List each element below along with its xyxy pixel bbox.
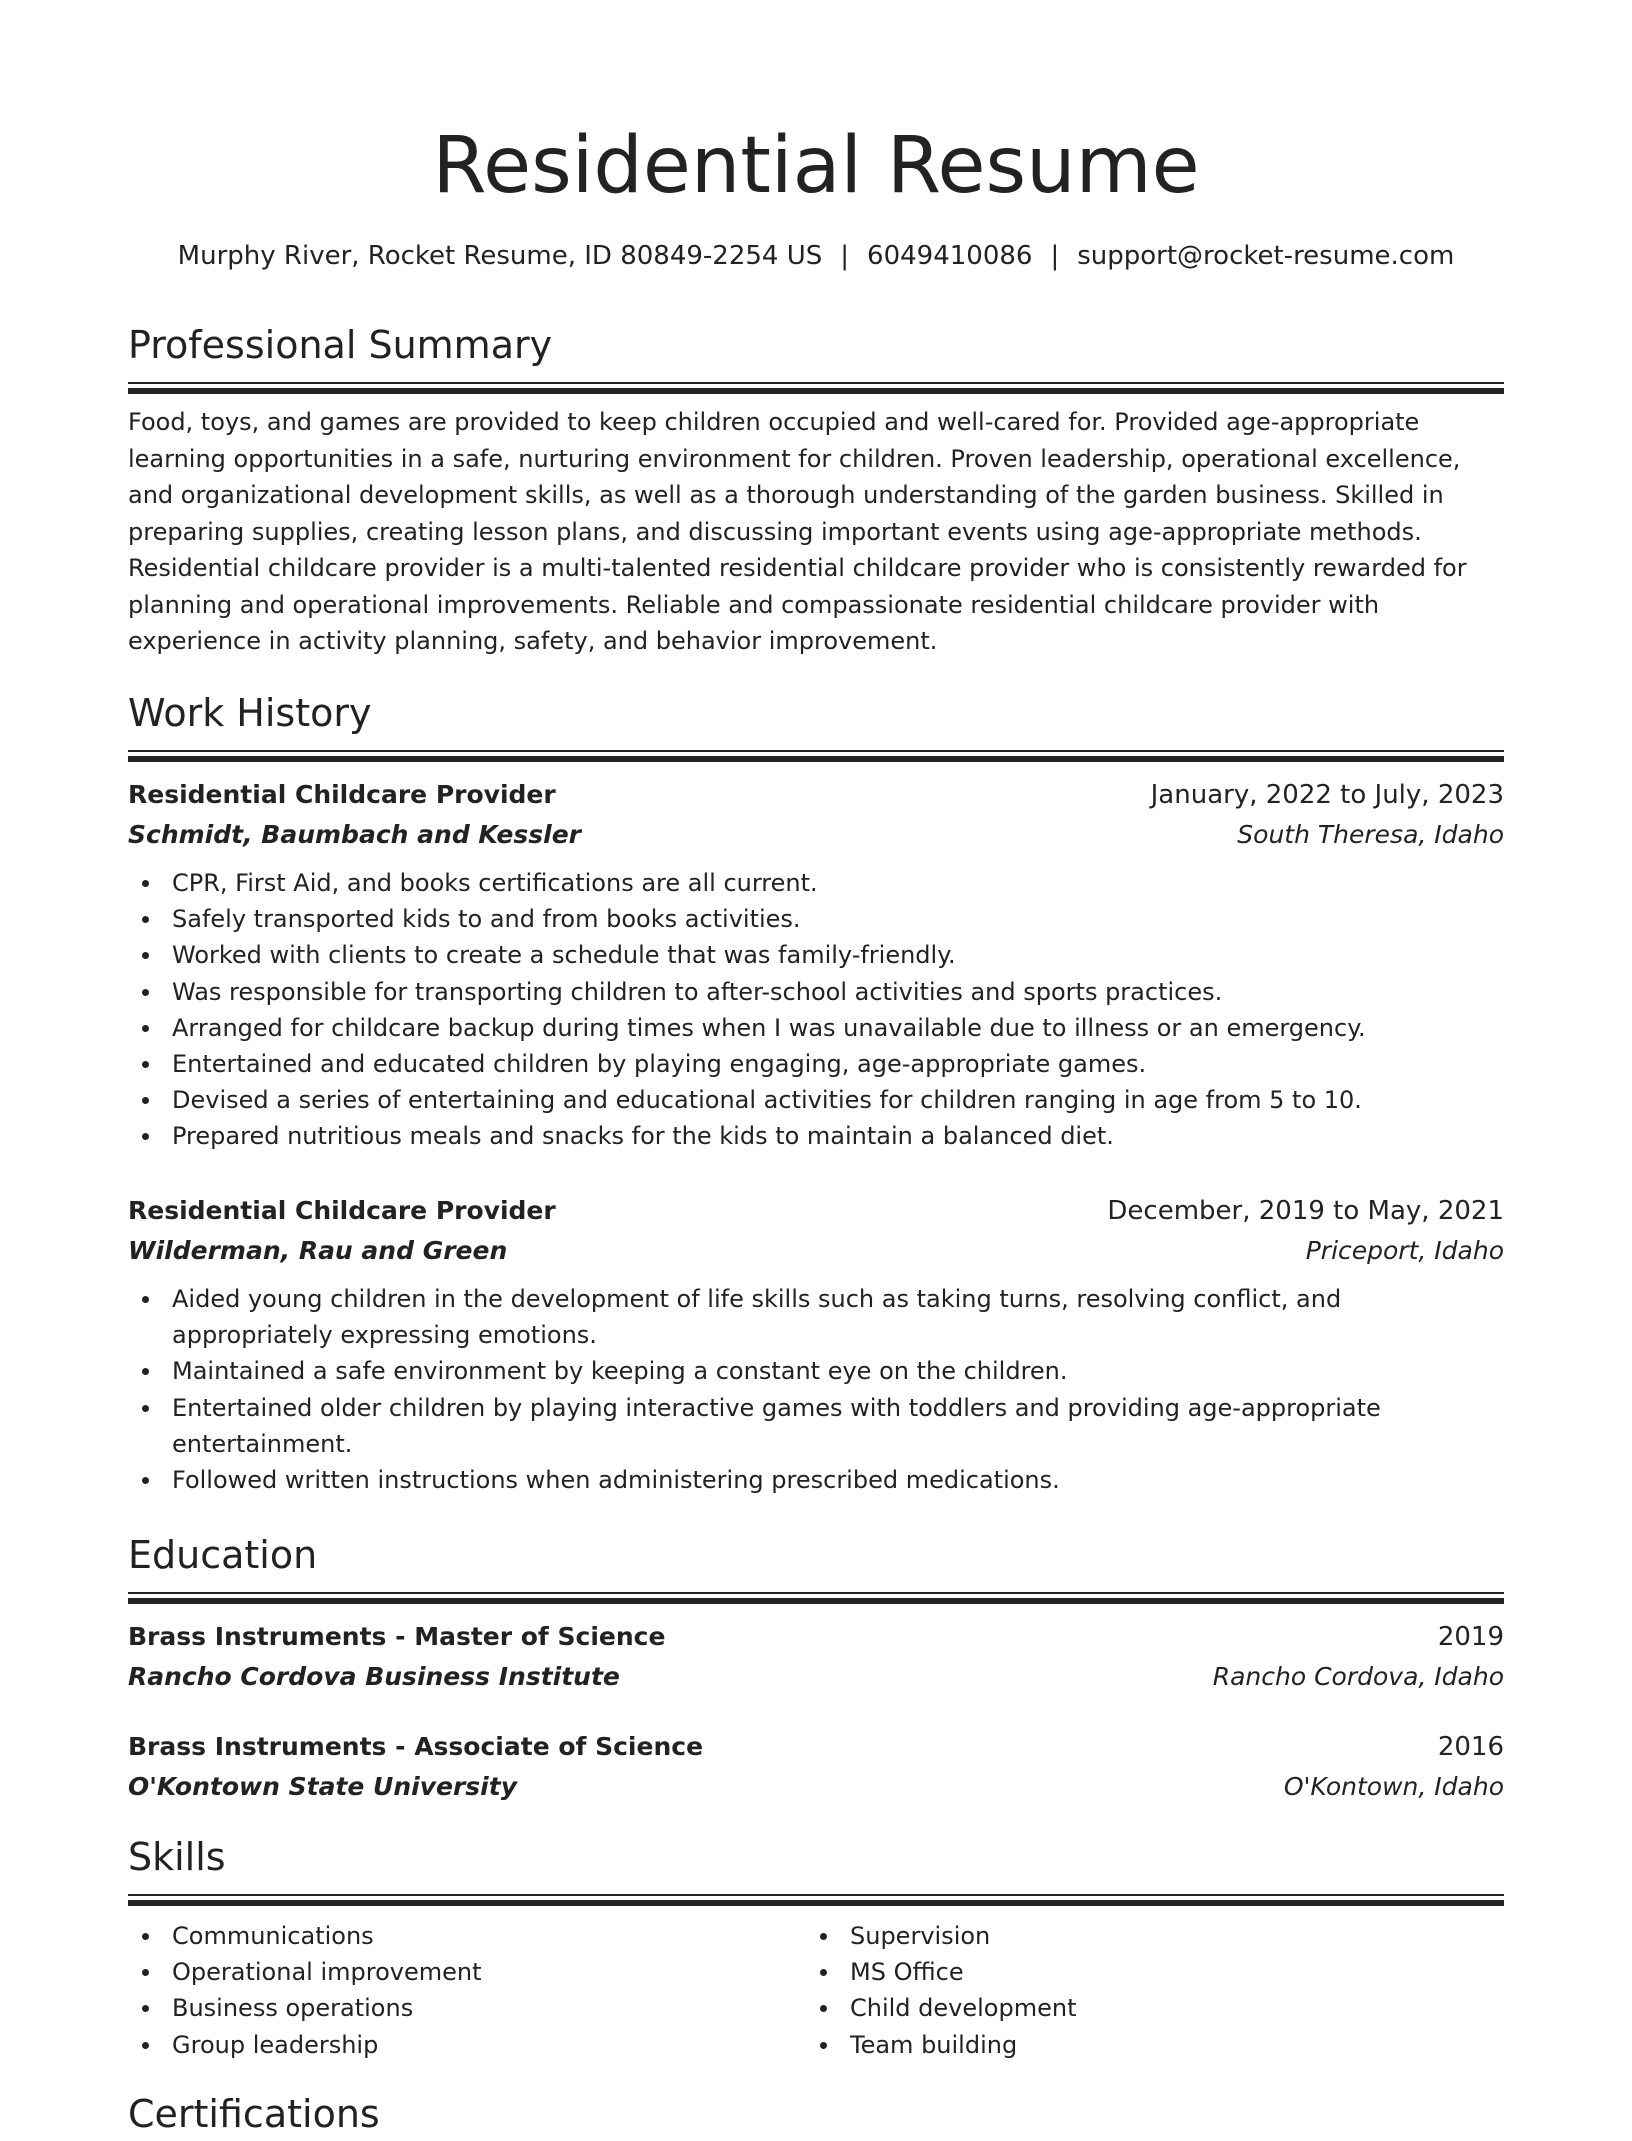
list-item: Prepared nutritious meals and snacks for the kids to maintain a balanced diet. (128, 1118, 1504, 1154)
summary-section-header (128, 318, 1504, 394)
work-section-header (128, 686, 1504, 762)
section-title: Skills (128, 1835, 226, 1879)
job-header-row (128, 775, 1504, 815)
education-entry (128, 1617, 1504, 1697)
job-company-row (128, 1231, 1504, 1271)
education-header-row (128, 1617, 1504, 1657)
job-entry (128, 1191, 1504, 1498)
education-school-row (128, 1657, 1504, 1697)
education-year: 2016 (1437, 1732, 1504, 1762)
resume-name: Residential Resume (432, 121, 1200, 211)
section-title: Professional Summary (128, 323, 553, 367)
skills-column-right (806, 1918, 1484, 2063)
list-item: Business operations (128, 1990, 806, 2026)
list-item: Followed written instructions when administering prescribed medications. (128, 1462, 1504, 1498)
list-item: Devised a series of entertaining and educational activities for children ranging in age from 5 to 10. (128, 1082, 1504, 1118)
section-divider (128, 756, 1504, 762)
education-section-header (128, 1528, 1504, 1604)
contact-phone: 6049410086 (867, 241, 1033, 271)
list-item: Entertained older children by playing interactive games with toddlers and providing age-appropriate entertainment. (128, 1390, 1504, 1462)
list-item: Was responsible for transporting children to after-school activities and sports practices. (128, 974, 1504, 1010)
skills-section-header (128, 1830, 1504, 1906)
section-divider (128, 1894, 1504, 1896)
list-item: Operational improvement (128, 1954, 806, 1990)
job-title: Residential Childcare Provider (128, 1196, 556, 1225)
section-title: Work History (128, 691, 372, 735)
job-company: Wilderman, Rau and Green (128, 1236, 508, 1265)
list-item: Team building (806, 2027, 1484, 2063)
education-location: Rancho Cordova, Idaho (1212, 1662, 1504, 1691)
list-item: Supervision (806, 1918, 1484, 1954)
list-item: Entertained and educated children by playing engaging, age-appropriate games. (128, 1046, 1504, 1082)
job-entry (128, 775, 1504, 1155)
education-degree: Brass Instruments - Master of Science (128, 1622, 666, 1651)
list-item: Arranged for childcare backup during times when I was unavailable due to illness or an emergency. (128, 1010, 1504, 1046)
contact-address: Murphy River, Rocket Resume, ID 80849-2254 US (177, 241, 823, 271)
education-degree: Brass Instruments - Associate of Science (128, 1732, 704, 1761)
contact-separator: | (1050, 241, 1060, 271)
job-location: South Theresa, Idaho (1237, 820, 1504, 849)
section-divider (128, 382, 1504, 384)
job-header-row (128, 1191, 1504, 1231)
list-item: MS Office (806, 1954, 1484, 1990)
contact-email: support@rocket-resume.com (1077, 241, 1455, 271)
education-entry (128, 1727, 1504, 1807)
education-location: O'Kontown, Idaho (1283, 1772, 1504, 1801)
list-item: Child development (806, 1990, 1484, 2026)
list-item: Group leadership (128, 2027, 806, 2063)
section-title: Certifications (128, 2092, 380, 2136)
section-title: Education (128, 1533, 318, 1577)
section-divider (128, 750, 1504, 752)
job-title: Residential Childcare Provider (128, 780, 556, 809)
section-divider (128, 1592, 1504, 1594)
job-bullets (128, 865, 1504, 1155)
section-divider (128, 1900, 1504, 1906)
contact-separator: | (840, 241, 850, 271)
list-item: Safely transported kids to and from books activities. (128, 901, 1504, 937)
list-item: Communications (128, 1918, 806, 1954)
list-item: Aided young children in the development of life skills such as taking turns, resolving conflict, and appropriately expressing emotions. (128, 1281, 1504, 1353)
job-company: Schmidt, Baumbach and Kessler (128, 820, 581, 849)
education-school: O'Kontown State University (128, 1772, 517, 1801)
job-company-row (128, 815, 1504, 855)
list-item: CPR, First Aid, and books certifications are all current. (128, 865, 1504, 901)
contact-line (128, 236, 1504, 276)
education-header-row (128, 1727, 1504, 1767)
list-item: Maintained a safe environment by keeping a constant eye on the children. (128, 1353, 1504, 1389)
job-dates: January, 2022 to July, 2023 (1150, 780, 1504, 810)
skills-list (128, 1918, 1504, 2063)
job-dates: December, 2019 to May, 2021 (1107, 1196, 1504, 1226)
summary-text: Food, toys, and games are provided to keep children occupied and well-cared for. Provided age-appropriate learning opportunities in a safe, nurturing environment for children. Proven leadership, operational excellence, and organizational development skills, as well as a thorough understanding of the garden business. Skilled in preparing supplies, creating lesson plans, and discussing important events using age-appropriate methods. Residential childcare provider is a multi-talented residential childcare provider who is consistently rewarded for planning and operational improvements. Reliable and compassionate residential childcare provider with experience in activity planning, safety, and behavior improvement. (128, 408, 1467, 655)
job-bullets (128, 1281, 1504, 1498)
education-school-row (128, 1767, 1504, 1807)
section-divider (128, 388, 1504, 394)
job-location: Priceport, Idaho (1305, 1236, 1504, 1265)
section-divider (128, 1598, 1504, 1604)
education-school: Rancho Cordova Business Institute (128, 1662, 620, 1691)
education-year: 2019 (1437, 1622, 1504, 1652)
skills-column-left (128, 1918, 806, 2063)
list-item: Worked with clients to create a schedule that was family-friendly. (128, 937, 1504, 973)
